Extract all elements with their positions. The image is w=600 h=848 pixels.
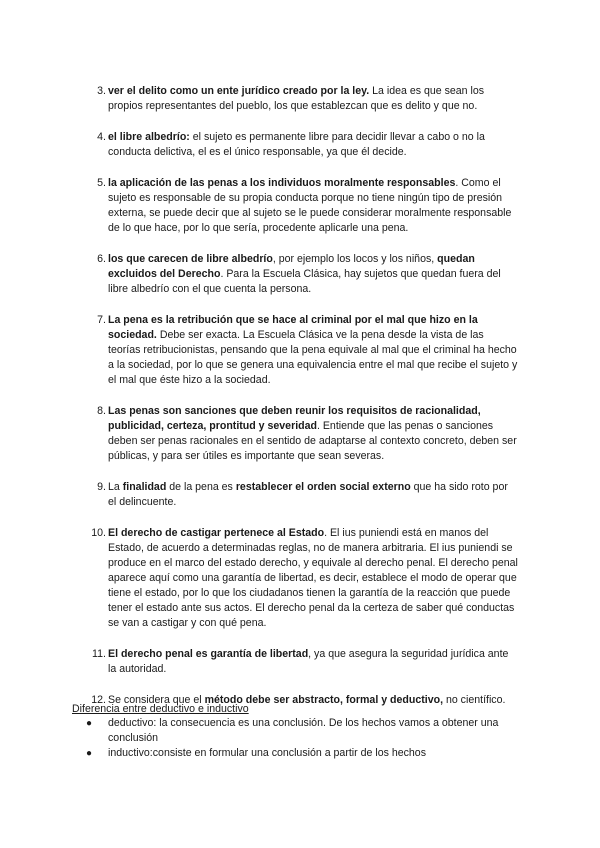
item-number: 9.	[97, 481, 106, 493]
item-text: . Entiende que las penas o sanciones deben ser penas racionales en el sentido de adaptarse al contexto concreto, deben ser públicas, y para ser útiles es importante que sean severas.	[108, 420, 517, 462]
bullet-icon: ●	[86, 748, 93, 759]
item-text: de la pena es	[166, 481, 236, 493]
item-text: . El ius puniendi está en manos del Estado, de acuerdo a determinadas reglas, no de manera arbitraria. El ius puniendi se produce en el marco del estado derecho, y equivale al derecho penal. El derecho penal aparece aquí como una garantía de libertad, es decir, establece el modo de operar que tiene el estado, por lo que los ciudadanos tienen la garantía de la reacción que puede tener el estado ante sus actos. El derecho penal da la certeza de saber qué conductas se van a castigar y con qué pena.	[108, 527, 518, 629]
item-text: , ya que asegura la seguridad jurídica ante la autoridad.	[108, 648, 509, 675]
item-bold: restablecer el orden social externo	[235, 481, 411, 493]
item-bold: quedan excluidos del Derecho	[108, 253, 475, 280]
list-item	[0, 746, 600, 761]
item-text: que ha sido roto por el delincuente.	[108, 481, 508, 508]
bullet-text: inductivo:consiste en formular una conclusión a partir de los hechos	[108, 747, 426, 759]
item-text: . Para la Escuela Clásica, hay sujetos que quedan fuera del libre albedrío con el que cuenta la persona.	[108, 268, 501, 295]
list-item	[0, 647, 600, 677]
list-item	[0, 313, 600, 388]
item-text: . Como el sujeto es responsable de su propia conducta porque no tiene ningún tipo de presión externa, se puede decir que al sujeto se le puede considerar moralmente responsable de lo que hace, por lo que sería, procedente aplicarle una pena.	[108, 177, 512, 234]
item-bold: Las penas son sanciones que deben reunir los requisitos de racionalidad, publicidad, certeza, prontitud y severidad	[108, 405, 481, 432]
item-bold: El derecho de castigar pertenece al Estado	[108, 527, 325, 539]
item-text: el sujeto es permanente libre para decidir llevar a cabo o no la conducta delictiva, el es el único responsable, ya que él decide.	[108, 131, 485, 158]
list-item	[0, 130, 600, 160]
list-item	[0, 716, 600, 746]
item-bold: método debe ser abstracto, formal y deductivo,	[204, 694, 444, 706]
item-bold: El derecho penal es garantía de libertad	[108, 648, 309, 660]
bullet-text: deductivo: la consecuencia es una conclusión. De los hechos vamos a obtener una conclusión	[108, 717, 499, 744]
item-number: 5.	[97, 177, 106, 189]
item-text: , por ejemplo los locos y los niños,	[272, 253, 438, 265]
list-item	[0, 526, 600, 631]
principles-list	[0, 84, 600, 724]
list-item	[0, 480, 600, 510]
section-heading: Diferencia entre deductivo e inductivo	[72, 703, 249, 715]
item-number: 8.	[97, 405, 106, 417]
item-number: 7.	[97, 314, 106, 326]
item-bold: los que carecen de libre albedrío	[108, 253, 273, 265]
list-item	[0, 404, 600, 464]
item-bold: la aplicación de las penas a los individuos moralmente responsables	[108, 177, 456, 189]
item-number: 3.	[97, 85, 106, 97]
item-text: La	[108, 481, 123, 493]
list-item	[0, 176, 600, 236]
item-bold: finalidad	[122, 481, 167, 493]
item-text: Se considera que el	[108, 694, 205, 706]
item-number: 6.	[97, 253, 106, 265]
item-number: 10.	[91, 527, 106, 539]
item-number: 12.	[91, 694, 106, 706]
item-bold: La pena es la retribución que se hace al criminal por el mal que hizo en la sociedad.	[108, 314, 478, 341]
bullet-icon: ●	[86, 718, 93, 729]
list-item	[0, 252, 600, 297]
item-text: La idea es que sean los propios representantes del pueblo, los que establezcan que es delito y que no.	[108, 85, 485, 112]
item-bold: el libre albedrío:	[108, 131, 190, 143]
item-text: no científico.	[443, 694, 506, 706]
item-number: 11.	[92, 648, 106, 660]
list-item	[0, 84, 600, 114]
item-bold: ver el delito como un ente jurídico creado por la ley.	[108, 85, 370, 97]
item-number: 4.	[97, 131, 106, 143]
item-text: Debe ser exacta. La Escuela Clásica ve la pena desde la vista de las teorías retribucionistas, pensando que la pena equivale al mal que el criminal ha hecho a la sociedad, por lo que se genera una equivalencia entre el mal que recibe el sujeto y el mal que éste hizo a la sociedad.	[108, 329, 518, 386]
bullet-list	[0, 716, 600, 761]
